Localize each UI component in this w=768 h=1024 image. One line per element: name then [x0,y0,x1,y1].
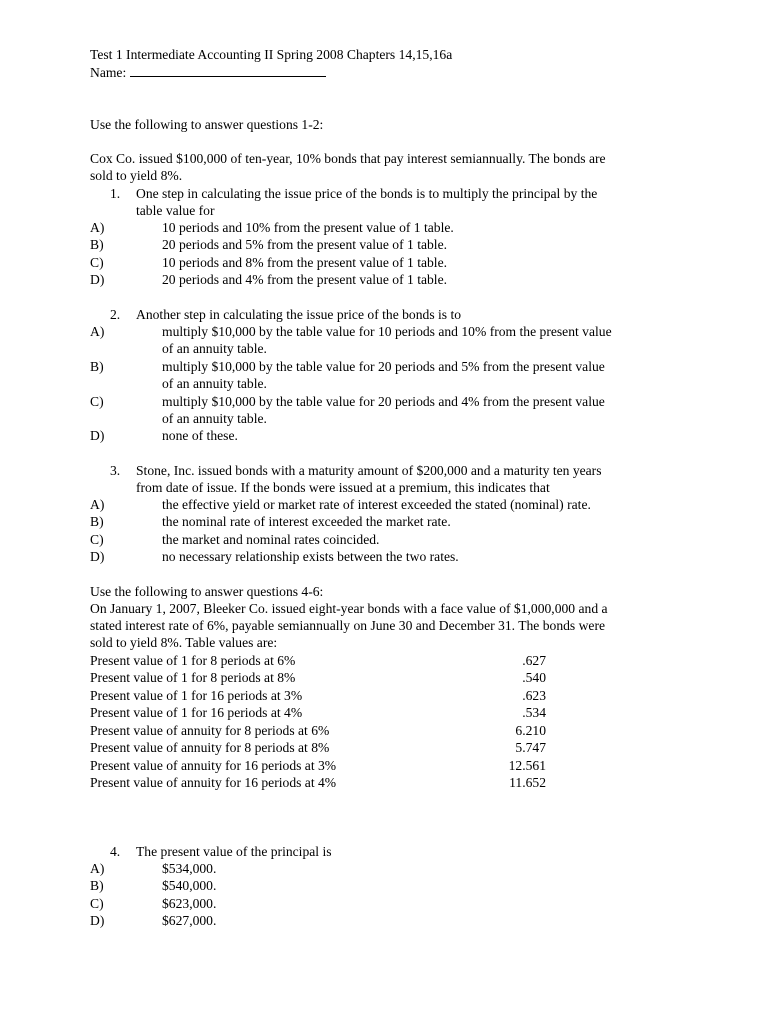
table-row: Present value of annuity for 16 periods at 3% [90,758,337,773]
table-value: 5.747 [515,740,546,755]
option-text: 20 periods and 5% from the present value of 1 table. [162,237,448,252]
table-row: Present value of 1 for 16 periods at 3% [90,688,303,703]
option-text: the market and nominal rates coincided. [162,532,380,547]
option-letter: B) [90,878,104,893]
name-blank [130,63,326,77]
option-text: multiply $10,000 by the table value for 10 periods and 10% from the present value [162,324,612,339]
question-text: Stone, Inc. issued bonds with a maturity amount of $200,000 and a maturity ten years [136,463,602,478]
question-number: 4. [110,844,121,859]
table-row: Present value of annuity for 8 periods at 6% [90,723,330,738]
question-number: 1. [110,186,121,201]
question-number: 3. [110,463,121,478]
option-letter: B) [90,237,104,252]
question-text: table value for [136,203,215,218]
option-letter: D) [90,549,105,564]
option-text: of an annuity table. [162,376,267,391]
option-letter: B) [90,359,104,374]
scenario-line: stated interest rate of 6%, payable semiannually on June 30 and December 31. The bonds were [90,618,606,633]
option-text: $534,000. [162,861,217,876]
option-text: $623,000. [162,896,217,911]
option-letter: A) [90,861,105,876]
table-value: 12.561 [508,758,546,773]
option-letter: C) [90,896,104,911]
table-value: 6.210 [515,723,546,738]
table-value: .623 [522,688,546,703]
table-value: 11.652 [509,775,546,790]
option-letter: A) [90,497,105,512]
option-text: of an annuity table. [162,411,267,426]
option-text: $540,000. [162,878,217,893]
option-text: the effective yield or market rate of interest exceeded the stated (nominal) rate. [162,497,591,512]
name-label: Name: [90,65,127,80]
table-value: .540 [522,670,546,685]
table-row: Present value of 1 for 8 periods at 6% [90,653,296,668]
test-title: Test 1 Intermediate Accounting II Spring 2008 Chapters 14,15,16a [90,47,453,62]
option-letter: A) [90,220,105,235]
intro-q4-6: Use the following to answer questions 4-6: [90,584,324,599]
option-letter: D) [90,428,105,443]
option-text: multiply $10,000 by the table value for 20 periods and 5% from the present value [162,359,605,374]
option-letter: A) [90,324,105,339]
question-text: One step in calculating the issue price of the bonds is to multiply the principal by the [136,186,598,201]
option-text: 10 periods and 8% from the present value of 1 table. [162,255,448,270]
option-text: of an annuity table. [162,341,267,356]
option-letter: D) [90,272,105,287]
option-letter: C) [90,255,104,270]
intro-q1-2: Use the following to answer questions 1-2: [90,117,324,132]
table-value: .627 [522,653,546,668]
table-row: Present value of annuity for 16 periods at 4% [90,775,337,790]
question-text: from date of issue. If the bonds were issued at a premium, this indicates that [136,480,550,495]
option-letter: D) [90,913,105,928]
option-letter: C) [90,532,104,547]
scenario-line: Cox Co. issued $100,000 of ten-year, 10% bonds that pay interest semiannually. The bonds are [90,151,606,166]
table-row: Present value of 1 for 8 periods at 8% [90,670,296,685]
question-text: The present value of the principal is [136,844,332,859]
option-text: 10 periods and 10% from the present value of 1 table. [162,220,454,235]
scenario-line: sold to yield 8%. [90,168,183,183]
option-text: none of these. [162,428,238,443]
option-letter: C) [90,394,104,409]
table-value: .534 [522,705,546,720]
option-text: multiply $10,000 by the table value for 20 periods and 4% from the present value [162,394,605,409]
name-line [90,63,326,81]
scenario-line: sold to yield 8%. Table values are: [90,635,278,650]
option-text: no necessary relationship exists between the two rates. [162,549,459,564]
option-text: the nominal rate of interest exceeded the market rate. [162,514,451,529]
option-text: $627,000. [162,913,217,928]
question-text: Another step in calculating the issue price of the bonds is to [136,307,462,322]
question-number: 2. [110,307,121,322]
option-text: 20 periods and 4% from the present value of 1 table. [162,272,448,287]
table-row: Present value of 1 for 16 periods at 4% [90,705,303,720]
scenario-line: On January 1, 2007, Bleeker Co. issued eight-year bonds with a face value of $1,000,000 and a [90,601,608,616]
table-row: Present value of annuity for 8 periods at 8% [90,740,330,755]
option-letter: B) [90,514,104,529]
